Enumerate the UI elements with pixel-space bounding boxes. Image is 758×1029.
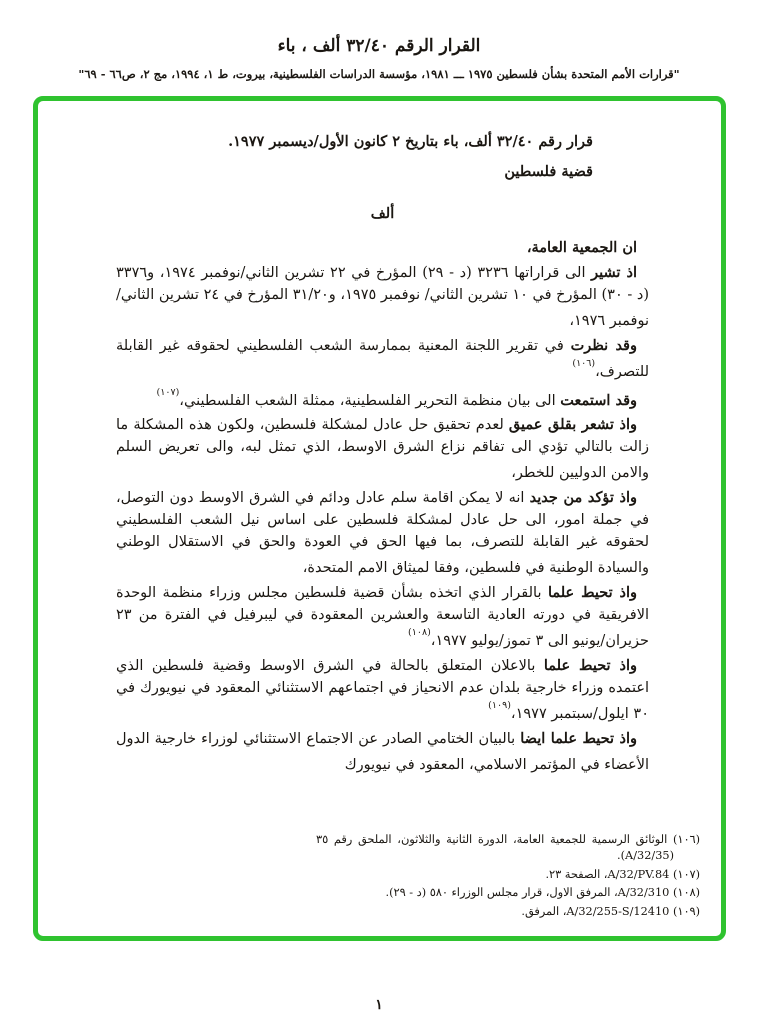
footnote-ref: (١٠٦) — [572, 357, 596, 369]
preamble-paragraph — [116, 487, 649, 579]
paragraph-lead: واذ تحيط علما — [543, 656, 637, 674]
paragraph-lead: وقد استمعت — [560, 391, 637, 409]
section-heading-alif: ألف — [370, 205, 395, 222]
document-body — [38, 101, 721, 846]
paragraph-lead: واذ تحيط علما ايضا — [520, 729, 637, 747]
preamble-paragraph — [116, 262, 649, 332]
footnote-ref: (١٠٧) — [156, 386, 180, 398]
paragraph-lead: وقد نظرت — [570, 336, 637, 354]
paragraph-text: الى بيان منظمة التحرير الفلسطينية، ممثلة الشعب الفلسطيني، — [179, 392, 561, 409]
paragraph-text: الى قراراتها ٣٢٣٦ (د - ٢٩) المؤرخ في ٢٢ تشرين الثاني/نوفمبر ١٩٧٤، و٣٣٧٦ (د - ٣٠) المؤرخ في ١٠ تشرين الثاني/ نوفمبر ١٩٧٥، و٣١/٢٠ المؤرخ في ٢٤ تشرين الثاني/نوفمبر ١٩٧٦، — [116, 265, 650, 329]
case-title: قضية فلسطين — [504, 163, 593, 180]
preamble-paragraph — [116, 335, 649, 383]
preamble-paragraph — [116, 728, 649, 776]
preamble-paragraph — [116, 386, 649, 412]
paragraph-text: انه لا يمكن اقامة سلم عادل ودائم في الشرق الاوسط دون التوصل، في جملة امور، الى حل عادل لمشكلة فلسطين على اساس نيل الشعب الفلسطيني لحقوقه غير القابلة للتصرف، بما فيها الحق في العودة والحق في الاستقلال الوطني والسيادة الوطنية في فلسطين، وفقا لميثاق الامم المتحدة، — [116, 490, 649, 577]
preamble-paragraph — [116, 582, 649, 652]
paragraph-lead: واذ تؤكد من جديد — [529, 489, 637, 507]
footnote-item: (١٠٩) A/32/255-S/12410، المرفق. — [521, 904, 700, 918]
footnote-item: (١٠٧) A/32/PV.84، الصفحة ٢٣. — [545, 867, 700, 881]
paragraph-text: بالقرار الذي اتخذه بشأن قضية فلسطين مجلس وزراء منظمة الوحدة الافريقية في دورته العادية التاسعة والعشرين المعقودة في ليبرفيل في الفترة من ٢٣ حزيران/يونيو الى ٣ تموز/يوليو ١٩٧٧، — [116, 585, 649, 649]
source-citation: "قرارات الأمم المتحدة بشأن فلسطين ١٩٧٥ ـــ ١٩٨١، مؤسسة الدراسات الفلسطينية، بيروت، ط ١، ١٩٩٤، مج ٢، ص٦٦ - ٦٩" — [78, 67, 680, 81]
paragraph-text: بالاعلان المتعلق بالحالة في الشرق الاوسط وقضية فلسطين الذي اعتمده وزراء خارجية بلدان عدم الانحياز في اجتماعهم الاستثنائي المعقود في نيويورك في ٣٠ ايلول/سبتمبر ١٩٧٧، — [116, 657, 649, 722]
resolution-title: قرار رقم ٣٢/٤٠ ألف، باء بتاريخ ٢ كانون الأول/ديسمبر ١٩٧٧. — [228, 133, 593, 150]
page-header — [0, 0, 758, 81]
paragraph-lead: واذ تشعر بقلق عميق — [508, 416, 637, 434]
footnote-ref: (١٠٩) — [488, 699, 511, 711]
paragraph-text: بالبيان الختامي الصادر عن الاجتماع الاستثنائي لوزراء خارجية الدول الأعضاء في المؤتمر الاسلامي، المعقود في نيويورك — [116, 730, 649, 773]
paragraph-lead: اذ تشير — [591, 264, 638, 281]
preamble-opening: ان الجمعية العامة، — [526, 239, 637, 256]
footnote-ref: (١٠٨) — [408, 627, 431, 639]
page-number: ١ — [375, 997, 383, 1013]
footnotes — [316, 832, 700, 923]
paragraph-text: لعدم تحقيق حل عادل لمشكلة فلسطين، ولكون هذه المشكلة ما زالت بالتالي تؤدي الى تفاقم نزاع الشرق الاوسط، الذي تمثل لبه، والى تعريض السلم والامن الدوليين للخطر، — [116, 417, 649, 482]
preamble-paragraph — [116, 414, 649, 484]
paragraph-lead: واذ تحيط علما — [547, 584, 637, 602]
paragraph-text: في تقرير اللجنة المعنية بممارسة الشعب الفلسطيني لحقوقه غير القابلة للتصرف، — [116, 337, 649, 380]
footnote-item: (١٠٦) الوثائق الرسمية للجمعية العامة، الدورة الثانية والثلاثون، الملحق رقم ٣٥ (A/32/35). — [316, 832, 700, 862]
footnote-item: (١٠٨) A/32/310، المرفق الاول، قرار مجلس الوزراء ٥٨٠ (د - ٢٩). — [385, 886, 700, 899]
preamble-paragraph — [116, 655, 649, 725]
highlight-box — [33, 96, 726, 941]
document-reference-title: القرار الرقم ٣٢/٤٠ ألف ، باء — [277, 36, 481, 56]
